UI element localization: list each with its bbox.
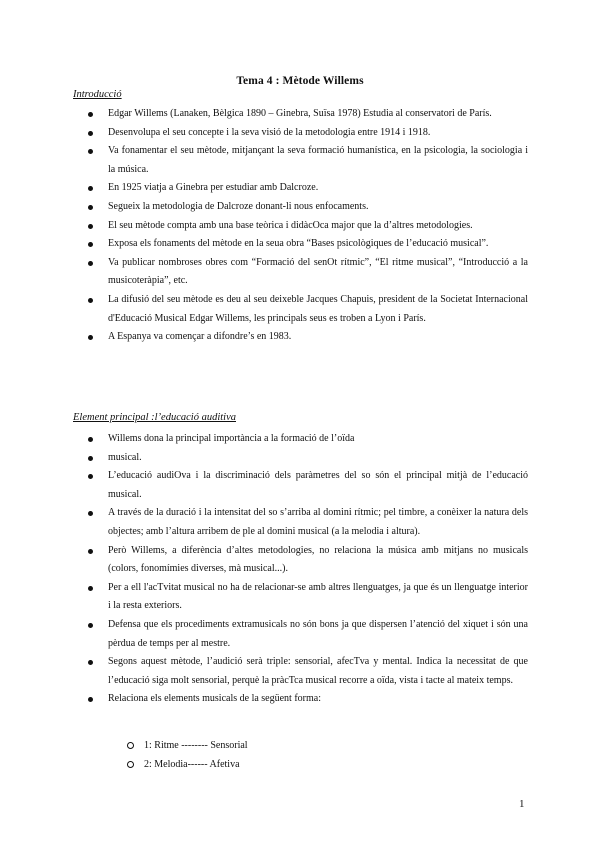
bullet-icon: [88, 437, 93, 442]
list-item-text: L’educació audiOva i la discriminació dels paràmetres del so són el principal mitjà de l’educació musical.: [108, 470, 528, 500]
bullet-icon: [88, 697, 93, 702]
sublist-item-text: 2: Melodia------ Afetiva: [144, 758, 240, 770]
list-item: [0, 198, 600, 217]
bullet-icon: [88, 623, 93, 628]
circle-bullet-icon: [127, 742, 134, 749]
list-item-text: La difusió del seu mètode es deu al seu deixeble Jacques Chapuis, president de la Societat Internacional d'Educació Musical Edgar Willems, les principals seus es troben a Lyon i París.: [108, 293, 528, 324]
bullet-icon: [88, 186, 93, 191]
bullet-icon: [88, 149, 93, 154]
list-item-text: Per a ell l'acTvitat musical no ha de relacionar-se amb altres llenguatges, ja que és un llenguatge interior i la resta exteriors.: [108, 581, 528, 612]
list-item-text: Però Willems, a diferència d’altes metodologies, no relaciona la música amb mitjans no musicals (colors, fonomímies diverses, mà musical...).: [108, 544, 528, 575]
list-item: [0, 542, 600, 579]
bullet-icon: [88, 112, 93, 117]
list-item: [0, 291, 600, 328]
list-item-text: A Espanya va començar a difondre’s en 1983.: [108, 331, 292, 343]
list-item-text: El seu mètode compta amb una base teòrica i didàcOca major que la d’altres metodologies.: [108, 219, 473, 231]
list-item-text: Edgar Willems (Lanaken, Bèlgica 1890 – Ginebra, Suïsa 1978) Estudia al conservatori de París.: [108, 108, 492, 119]
intro-bullet-list: [0, 105, 600, 347]
list-item: [0, 430, 600, 449]
list-item: [0, 124, 600, 143]
bullet-icon: [88, 205, 93, 210]
list-item: [0, 235, 600, 254]
list-item-text: En 1925 viatja a Ginebra per estudiar amb Dalcroze.: [108, 182, 319, 194]
list-item: [0, 449, 600, 468]
bullet-icon: [88, 456, 93, 461]
bullet-icon: [88, 586, 93, 591]
list-item: [0, 616, 600, 653]
circle-bullet-icon: [127, 761, 134, 768]
bullet-icon: [88, 242, 93, 247]
list-item: [0, 653, 600, 690]
list-item-text: Willems dona la principal importància a la formació de l’oïda: [108, 433, 355, 444]
list-item: [0, 179, 600, 198]
list-item-text: Segons aquest mètode, l’audició serà triple: sensorial, afecTva y mental. Indica la necessitat de que l’educació siga molt sensorial, perquè la pràcTca musical recorre a oïda, vista i tacte al mateix temps.: [108, 656, 528, 686]
list-item: [0, 467, 600, 504]
document-title: Tema 4 : Mètode Willems: [236, 75, 364, 87]
section-heading-educacio-auditiva: Element principal :l’educació auditiva: [73, 412, 236, 423]
list-item-text: Exposa els fonaments del mètode en la seua obra “Bases psicològiques de l’educació musical”.: [108, 238, 489, 250]
sublist-item: [0, 756, 600, 775]
list-item-text: Desenvolupa el seu concepte i la seva visió de la metodologia entre 1914 i 1918.: [108, 126, 431, 138]
list-item: [0, 328, 600, 347]
bullet-icon: [88, 549, 93, 554]
list-item-text: Defensa que els procediments extramusicals no són bons ja que dispersen l’atenció del xiquet i són una pèrdua de temps per al mestre.: [108, 618, 528, 649]
list-item: [0, 217, 600, 236]
sublist-item-text: 1: Ritme -------- Sensorial: [144, 740, 248, 751]
bullet-icon: [88, 261, 93, 266]
list-item: [0, 690, 600, 709]
section-heading-introduccio: Introducció: [73, 89, 122, 100]
bullet-icon: [88, 474, 93, 479]
bullet-icon: [88, 224, 93, 229]
list-item: [0, 105, 600, 124]
auditiva-bullet-list: [0, 430, 600, 709]
bullet-icon: [88, 511, 93, 516]
list-item-text: Va fonamentar el seu mètode, mitjançant la seva formació humanística, en la psicologia, la sociologia i la música.: [108, 145, 528, 175]
page-number: 1: [519, 798, 525, 810]
bullet-icon: [88, 660, 93, 665]
list-item: [0, 254, 600, 291]
bullet-icon: [88, 335, 93, 340]
list-item-text: musical.: [108, 451, 142, 463]
list-item: [0, 504, 600, 541]
bullet-icon: [88, 298, 93, 303]
bullet-icon: [88, 131, 93, 136]
list-item-text: Va publicar nombroses obres com “Formació del senOt rítmic”, “El ritme musical”, “Introducció a la musicoteràpia”, etc.: [108, 256, 528, 287]
relations-sublist: [0, 737, 600, 774]
sublist-item: [0, 737, 600, 756]
list-item-text: Segueix la metodologia de Dalcroze donant-li nous enfocaments.: [108, 200, 369, 212]
list-item: [0, 579, 600, 616]
list-item-text: Relaciona els elements musicals de la següent forma:: [108, 693, 321, 705]
list-item: [0, 142, 600, 179]
list-item-text: A través de la duració i la intensitat del so s’arriba al domini rítmic; pel timbre, a conèixer la natura dels objectes; amb l’altura arribem de ple al domini musical (a la melodia i altura).: [108, 507, 528, 537]
